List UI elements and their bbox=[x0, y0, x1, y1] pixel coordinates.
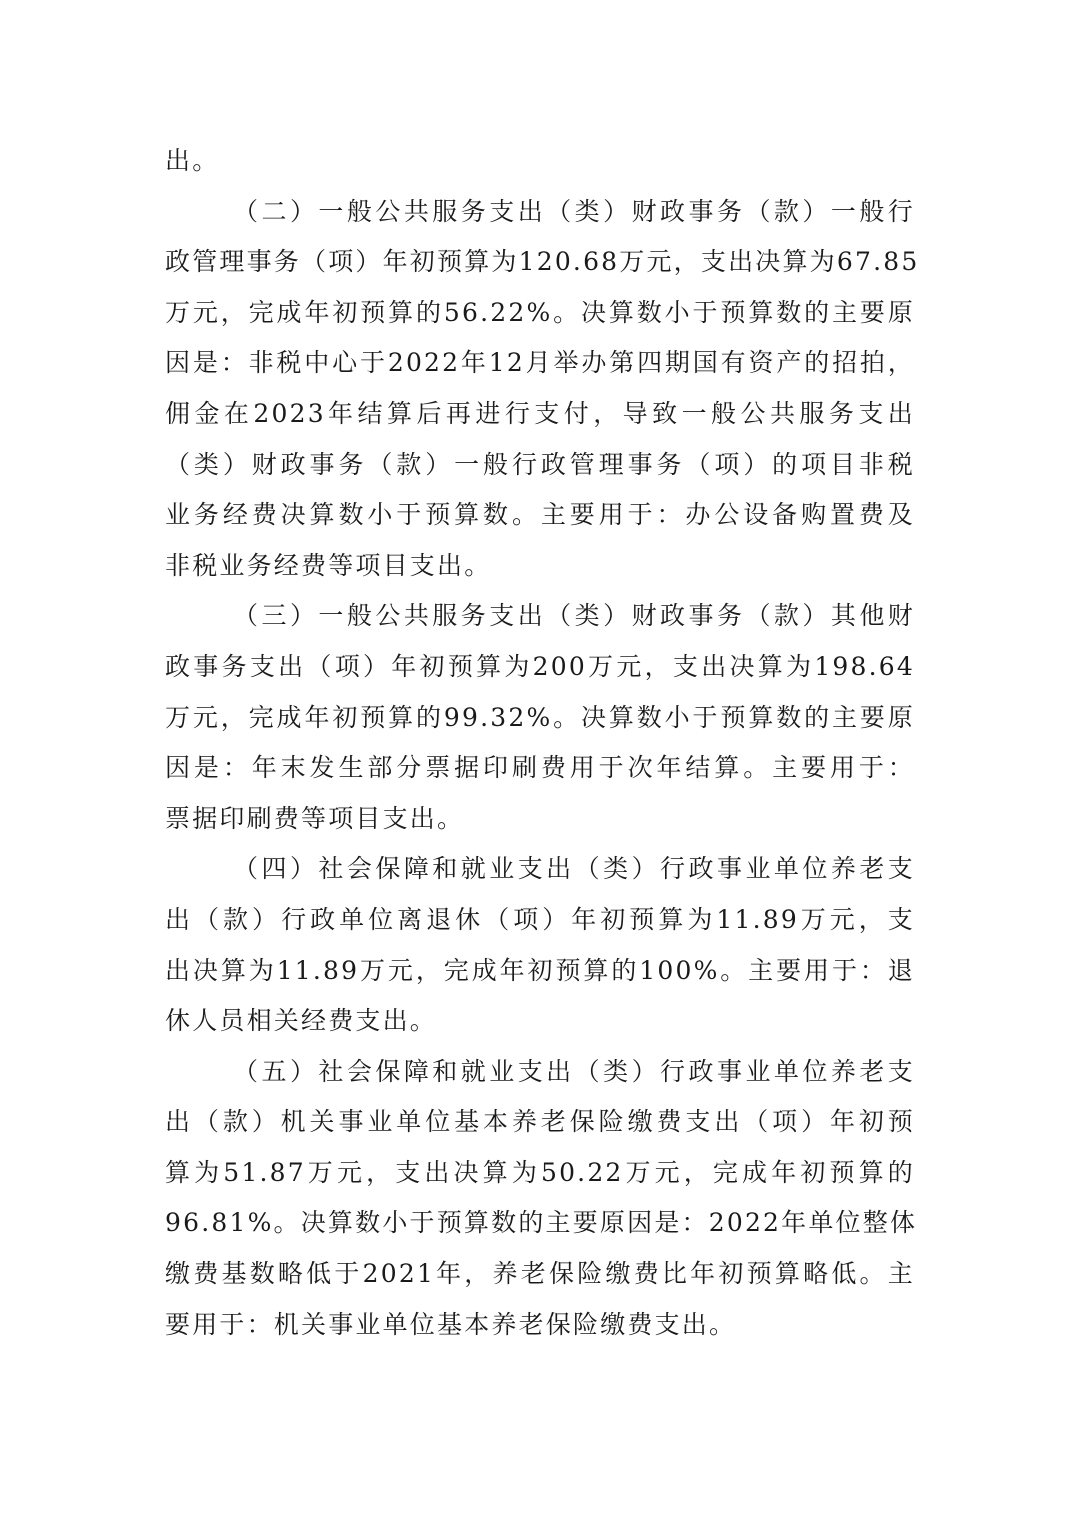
text-line: 休人员相关经费支出。 bbox=[165, 1006, 438, 1036]
text-line: 万元，完成年初预算的99.32%。决算数小于预算数的主要原 bbox=[165, 702, 915, 732]
text-line: 出（款）机关事业单位基本养老保险缴费支出（项）年初预 bbox=[165, 1107, 915, 1137]
paragraph-item-5 bbox=[165, 1047, 918, 1351]
text-line: 出。 bbox=[165, 146, 220, 175]
paragraph-item-4 bbox=[165, 844, 915, 1046]
text-line: 出（款）行政单位离退休（项）年初预算为11.89万元，支 bbox=[165, 904, 915, 934]
text-line: 因是：年末发生部分票据印刷费用于次年结算。主要用于： bbox=[165, 753, 915, 783]
text-line: 万元，完成年初预算的56.22%。决算数小于预算数的主要原 bbox=[165, 297, 915, 327]
text-line: 票据印刷费等项目支出。 bbox=[165, 803, 465, 833]
text-line: 要用于：机关事业单位基本养老保险缴费支出。 bbox=[165, 1309, 737, 1339]
text-line: 政管理事务（项）年初预算为120.68万元，支出决算为67.85 bbox=[165, 247, 920, 277]
text-line: （二）一般公共服务支出（类）财政事务（款）一般行 bbox=[233, 196, 915, 226]
text-line: （五）社会保障和就业支出（类）行政事业单位养老支 bbox=[233, 1056, 915, 1086]
text-line: 佣金在2023年结算后再进行支付，导致一般公共服务支出 bbox=[165, 398, 915, 428]
text-line: （四）社会保障和就业支出（类）行政事业单位养老支 bbox=[233, 854, 915, 884]
text-line: 非税业务经费等项目支出。 bbox=[165, 550, 492, 580]
text-line: （类）财政事务（款）一般行政管理事务（项）的项目非税 bbox=[165, 449, 915, 479]
text-line: 算为51.87万元，支出决算为50.22万元，完成年初预算的 bbox=[165, 1157, 915, 1187]
paragraph-continuation bbox=[165, 136, 915, 187]
text-line: 缴费基数略低于2021年，养老保险缴费比年初预算略低。主 bbox=[165, 1259, 915, 1289]
text-line: 因是：非税中心于2022年12月举办第四期国有资产的招拍， bbox=[165, 348, 915, 378]
paragraph-item-3 bbox=[165, 591, 915, 844]
text-line: 政事务支出（项）年初预算为200万元，支出决算为198.64 bbox=[165, 651, 915, 681]
document-body bbox=[165, 136, 920, 1350]
text-line: （三）一般公共服务支出（类）财政事务（款）其他财 bbox=[233, 601, 915, 631]
paragraph-item-2 bbox=[165, 187, 920, 592]
text-line: 业务经费决算数小于预算数。主要用于：办公设备购置费及 bbox=[165, 500, 915, 530]
text-line: 出决算为11.89万元，完成年初预算的100%。主要用于：退 bbox=[165, 955, 915, 985]
text-line: 96.81%。决算数小于预算数的主要原因是：2022年单位整体 bbox=[165, 1208, 918, 1238]
